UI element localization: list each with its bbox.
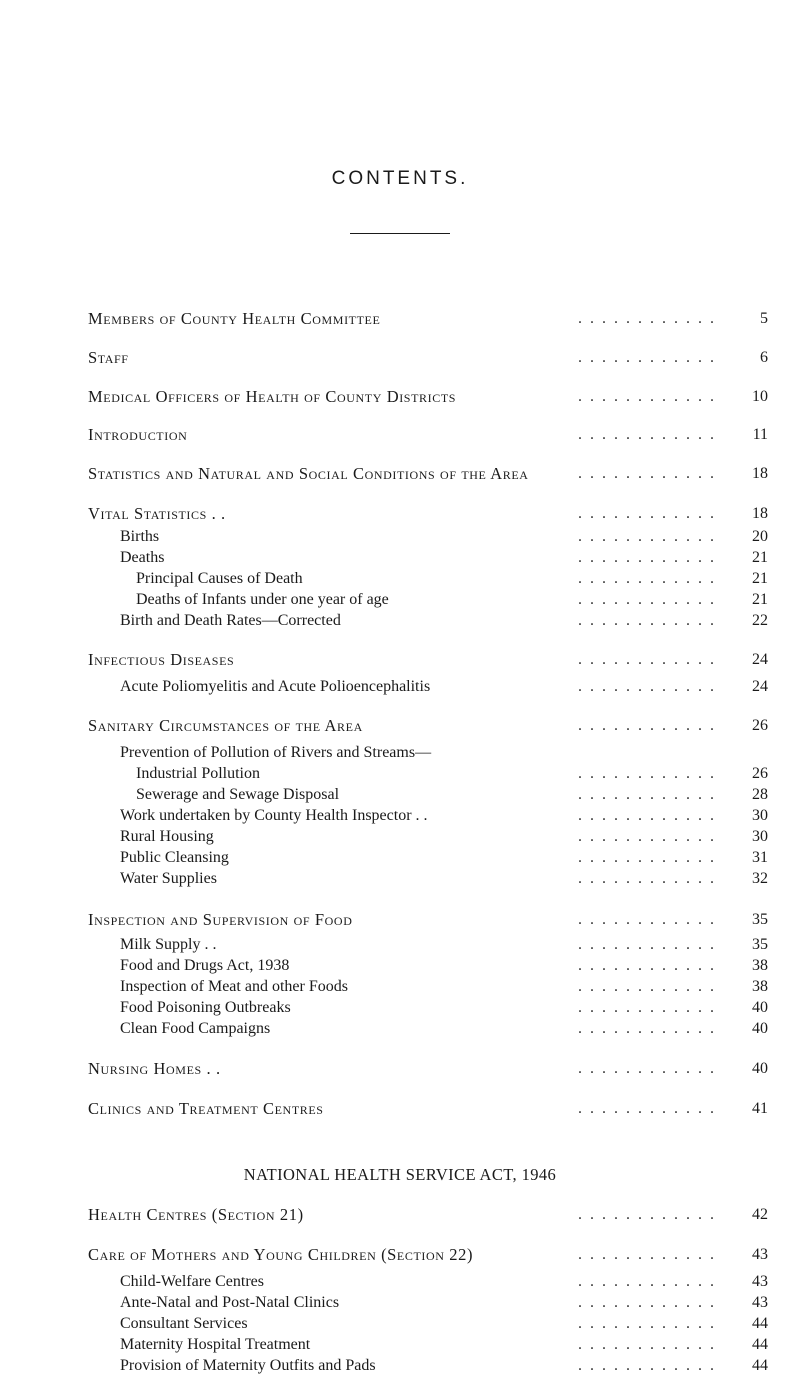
entry-label: Provision of Maternity Outfits and Pads bbox=[120, 1357, 376, 1374]
entry-label: Inspection and Supervision of Food bbox=[88, 910, 353, 929]
entry-page: 43 bbox=[752, 1246, 768, 1263]
entry-label: Principal Causes of Death bbox=[136, 570, 303, 587]
entry-page: 21 bbox=[752, 591, 768, 608]
dot-leader: . . . . . . . . . . . . bbox=[578, 349, 716, 366]
dot-leader: . . . . . . . . . . . . bbox=[578, 849, 716, 866]
dot-leader: . . . . . . . . . . . . bbox=[578, 465, 716, 482]
entry-page: 43 bbox=[752, 1294, 768, 1311]
entry-label: Child-Welfare Centres bbox=[120, 1273, 264, 1290]
entry-page: 30 bbox=[752, 807, 768, 824]
entry-label: Deaths bbox=[120, 549, 165, 566]
entry-page: 40 bbox=[752, 1020, 768, 1037]
toc-entry[interactable] bbox=[88, 462, 768, 486]
entry-label: Infectious Diseases bbox=[88, 650, 235, 669]
entry-page: 44 bbox=[752, 1315, 768, 1332]
toc-entry[interactable] bbox=[88, 1097, 768, 1121]
entry-page: 44 bbox=[752, 1336, 768, 1353]
dot-leader: . . . . . . . . . . . . bbox=[578, 678, 716, 695]
entry-page: 43 bbox=[752, 1273, 768, 1290]
entry-label: Vital Statistics . . bbox=[88, 504, 226, 523]
dot-leader: . . . . . . . . . . . . bbox=[578, 1060, 716, 1077]
toc-entry[interactable] bbox=[88, 714, 768, 738]
entry-page: 24 bbox=[752, 651, 768, 668]
dot-leader: . . . . . . . . . . . . bbox=[578, 807, 716, 824]
toc-subentry[interactable] bbox=[88, 609, 768, 633]
dot-leader: . . . . . . . . . . . . bbox=[578, 388, 716, 405]
dot-leader: . . . . . . . . . . . . bbox=[578, 651, 716, 668]
toc-subentry[interactable] bbox=[88, 867, 768, 891]
dot-leader: . . . . . . . . . . . . bbox=[578, 1273, 716, 1290]
dot-leader: . . . . . . . . . . . . bbox=[578, 426, 716, 443]
dot-leader: . . . . . . . . . . . . bbox=[578, 828, 716, 845]
dot-leader: . . . . . . . . . . . . bbox=[578, 957, 716, 974]
nhs-act-heading: NATIONAL HEALTH SERVICE ACT, 1946 bbox=[243, 1165, 557, 1184]
entry-label: Members of County Health Committee bbox=[88, 309, 381, 328]
entry-label: Statistics and Natural and Social Conditions of the Area bbox=[88, 464, 529, 483]
entry-page: 30 bbox=[752, 828, 768, 845]
entry-label: Clinics and Treatment Centres bbox=[88, 1099, 324, 1118]
entry-page: 22 bbox=[752, 612, 768, 629]
entry-page: 32 bbox=[752, 870, 768, 887]
entry-label: Acute Poliomyelitis and Acute Polioencephalitis bbox=[120, 678, 431, 695]
entry-label: Clean Food Campaigns bbox=[120, 1020, 271, 1037]
dot-leader: . . . . . . . . . . . . bbox=[578, 786, 716, 803]
entry-label: Care of Mothers and Young Children (Section 22) bbox=[88, 1245, 474, 1264]
toc-entry[interactable] bbox=[88, 908, 768, 932]
dot-leader: . . . . . . . . . . . . bbox=[578, 591, 716, 608]
dot-leader: . . . . . . . . . . . . bbox=[578, 505, 716, 522]
entry-page: 31 bbox=[752, 849, 768, 866]
dot-leader: . . . . . . . . . . . . bbox=[578, 1336, 716, 1353]
dot-leader: . . . . . . . . . . . . bbox=[578, 1357, 716, 1374]
entry-page: 35 bbox=[752, 911, 768, 928]
entry-label: Water Supplies bbox=[120, 870, 217, 887]
entry-page: 26 bbox=[752, 765, 768, 782]
dot-leader: . . . . . . . . . . . . bbox=[578, 1206, 716, 1223]
dot-leader: . . . . . . . . . . . . bbox=[578, 528, 716, 545]
entry-page: 35 bbox=[752, 936, 768, 953]
toc-entry[interactable] bbox=[88, 307, 768, 331]
entry-label: Inspection of Meat and other Foods bbox=[120, 978, 348, 995]
dot-leader: . . . . . . . . . . . . bbox=[578, 978, 716, 995]
toc-entry[interactable] bbox=[88, 1243, 768, 1267]
dot-leader: . . . . . . . . . . . . bbox=[578, 612, 716, 629]
dot-leader: . . . . . . . . . . . . bbox=[578, 570, 716, 587]
dot-leader: . . . . . . . . . . . . bbox=[578, 936, 716, 953]
toc-subentry[interactable] bbox=[88, 675, 768, 699]
entry-page: 38 bbox=[752, 957, 768, 974]
toc-entry[interactable] bbox=[88, 423, 768, 447]
entry-label: Industrial Pollution bbox=[136, 765, 260, 782]
entry-page: 41 bbox=[752, 1100, 768, 1117]
dot-leader: . . . . . . . . . . . . bbox=[578, 765, 716, 782]
entry-page: 26 bbox=[752, 717, 768, 734]
entry-page: 24 bbox=[752, 678, 768, 695]
dot-leader: . . . . . . . . . . . . bbox=[578, 1294, 716, 1311]
dot-leader: . . . . . . . . . . . . bbox=[578, 1020, 716, 1037]
dot-leader: . . . . . . . . . . . . bbox=[578, 870, 716, 887]
entry-page: 18 bbox=[752, 465, 768, 482]
dot-leader: . . . . . . . . . . . . bbox=[578, 1315, 716, 1332]
toc-entry[interactable] bbox=[88, 648, 768, 672]
entry-page: 18 bbox=[752, 505, 768, 522]
dot-leader: . . . . . . . . . . . . bbox=[578, 549, 716, 566]
toc-entry[interactable] bbox=[88, 1057, 768, 1081]
entry-label: Food Poisoning Outbreaks bbox=[120, 999, 291, 1016]
entry-label: Nursing Homes . . bbox=[88, 1059, 221, 1078]
entry-label: Staff bbox=[88, 348, 129, 367]
entry-label: Food and Drugs Act, 1938 bbox=[120, 957, 290, 974]
entry-page: 21 bbox=[752, 549, 768, 566]
entry-label: Consultant Services bbox=[120, 1315, 248, 1332]
entry-label: Birth and Death Rates—Corrected bbox=[120, 612, 341, 629]
entry-page: 40 bbox=[752, 999, 768, 1016]
entry-label: Ante-Natal and Post-Natal Clinics bbox=[120, 1294, 340, 1311]
entry-label: Health Centres (Section 21) bbox=[88, 1205, 304, 1224]
entry-page: 10 bbox=[752, 388, 768, 405]
page-title: CONTENTS. bbox=[331, 168, 469, 189]
toc-entry[interactable] bbox=[88, 385, 768, 409]
entry-page: 20 bbox=[752, 528, 768, 545]
entry-page: 42 bbox=[752, 1206, 768, 1223]
entry-label: Introduction bbox=[88, 425, 188, 444]
toc-subentry[interactable] bbox=[88, 1017, 768, 1041]
entry-page: 28 bbox=[752, 786, 768, 803]
dot-leader: . . . . . . . . . . . . bbox=[578, 999, 716, 1016]
entry-label: Sewerage and Sewage Disposal bbox=[136, 786, 340, 803]
dot-leader: . . . . . . . . . . . . bbox=[578, 1246, 716, 1263]
toc-entry[interactable] bbox=[88, 502, 768, 526]
entry-label: Work undertaken by County Health Inspector . . bbox=[120, 807, 428, 824]
toc-entry[interactable] bbox=[88, 346, 768, 370]
entry-page: 40 bbox=[752, 1060, 768, 1077]
entry-page: 21 bbox=[752, 570, 768, 587]
entry-label: Births bbox=[120, 528, 160, 545]
entry-label: Maternity Hospital Treatment bbox=[120, 1336, 311, 1353]
dot-leader: . . . . . . . . . . . . bbox=[578, 911, 716, 928]
toc-subentry[interactable] bbox=[88, 1354, 768, 1378]
entry-label: Sanitary Circumstances of the Area bbox=[88, 716, 363, 735]
entry-label: Rural Housing bbox=[120, 828, 214, 845]
entry-label: Deaths of Infants under one year of age bbox=[136, 591, 389, 608]
toc-entry[interactable] bbox=[88, 1203, 768, 1227]
entry-label: Public Cleansing bbox=[120, 849, 229, 866]
entry-label: Medical Officers of Health of County Districts bbox=[88, 387, 457, 406]
entry-page: 5 bbox=[760, 310, 768, 327]
dot-leader: . . . . . . . . . . . . bbox=[578, 310, 716, 327]
entry-page: 6 bbox=[760, 349, 768, 366]
title-divider bbox=[350, 233, 450, 234]
entry-label: Milk Supply . . bbox=[120, 936, 217, 953]
dot-leader: . . . . . . . . . . . . bbox=[578, 1100, 716, 1117]
dot-leader: . . . . . . . . . . . . bbox=[578, 717, 716, 734]
entry-page: 38 bbox=[752, 978, 768, 995]
entry-page: 44 bbox=[752, 1357, 768, 1374]
entry-label: Prevention of Pollution of Rivers and Streams— bbox=[120, 744, 432, 761]
entry-page: 11 bbox=[752, 426, 768, 443]
